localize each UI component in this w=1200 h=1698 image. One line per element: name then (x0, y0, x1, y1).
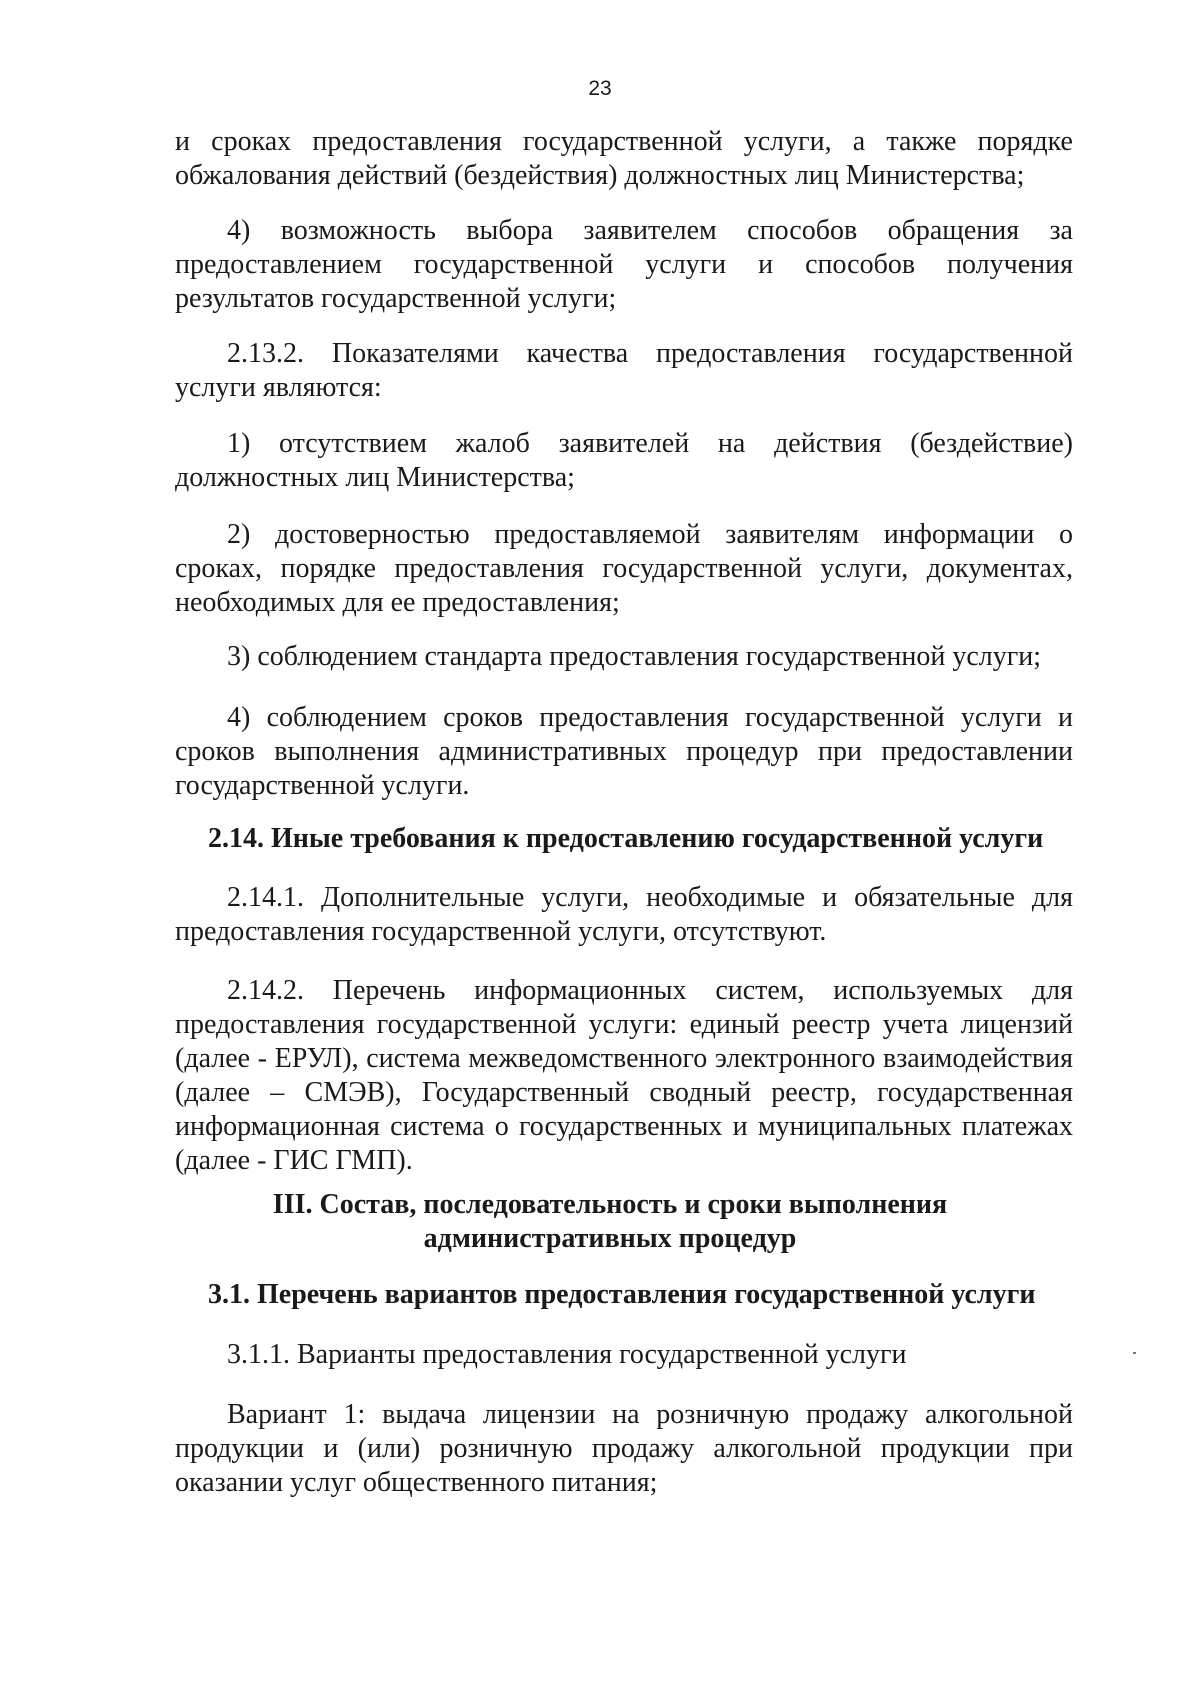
paragraph-item-1-no-complaints: 1) отсутствием жалоб заявителей на действия (бездействие) должностных лиц Министерства; (175, 428, 1073, 493)
chapter-heading-iii: III. Состав, последовательность и сроки выполнения административных процедур (272, 1189, 948, 1254)
paragraph-item-4-deadlines: 4) соблюдением сроков предоставления государственной услуги и сроков выполнения административных процедур при предоставлении государственной услуги. (175, 702, 1073, 801)
paragraph-2-13-2: 2.13.2. Показателями качества предоставления государственной услуги являются: (175, 338, 1073, 403)
section-heading-3-1: 3.1. Перечень вариантов предоставления государственной услуги (208, 1279, 1036, 1310)
paragraph-item-2-reliability: 2) достоверностью предоставляемой заявителям информации о сроках, порядке предоставления государственной услуги, документах, необходимых для ее предоставления; (175, 519, 1073, 618)
paragraph-item-4-choice: 4) возможность выбора заявителем способов обращения за предоставлением государственной услуги и способов получения результатов государственной услуги; (175, 215, 1073, 314)
paragraph-item-3-standard: 3) соблюдением стандарта предоставления государственной услуги; (227, 641, 1042, 672)
scan-speck (1133, 1352, 1136, 1354)
page-number: 23 (588, 77, 612, 100)
paragraph-2-14-1: 2.14.1. Дополнительные услуги, необходимые и обязательные для предоставления государственной услуги, отсутствуют. (175, 882, 1073, 947)
section-heading-2-14: 2.14. Иные требования к предоставлению государственной услуги (208, 823, 1044, 854)
paragraph-variant-1: Вариант 1: выдача лицензии на розничную продажу алкогольной продукции и (или) розничную продажу алкогольной продукции при оказании услуг общественного питания; (175, 1399, 1073, 1498)
paragraph-2-14-2: 2.14.2. Перечень информационных систем, используемых для предоставления государственной услуги: единый реестр учета лицензий (далее - ЕРУЛ), система межведомственного электронного взаимодействия (далее – СМЭВ), Государственный сводный реестр, государственная информационная система о государственных и муниципальных платежах (далее - ГИС ГМП). (175, 975, 1073, 1176)
paragraph-3-1-1: 3.1.1. Варианты предоставления государственной услуги (227, 1339, 907, 1370)
paragraph-procedure-appeal: и сроках предоставления государственной услуги, а также порядке обжалования действий (бездействия) должностных лиц Министерства; (175, 126, 1073, 191)
